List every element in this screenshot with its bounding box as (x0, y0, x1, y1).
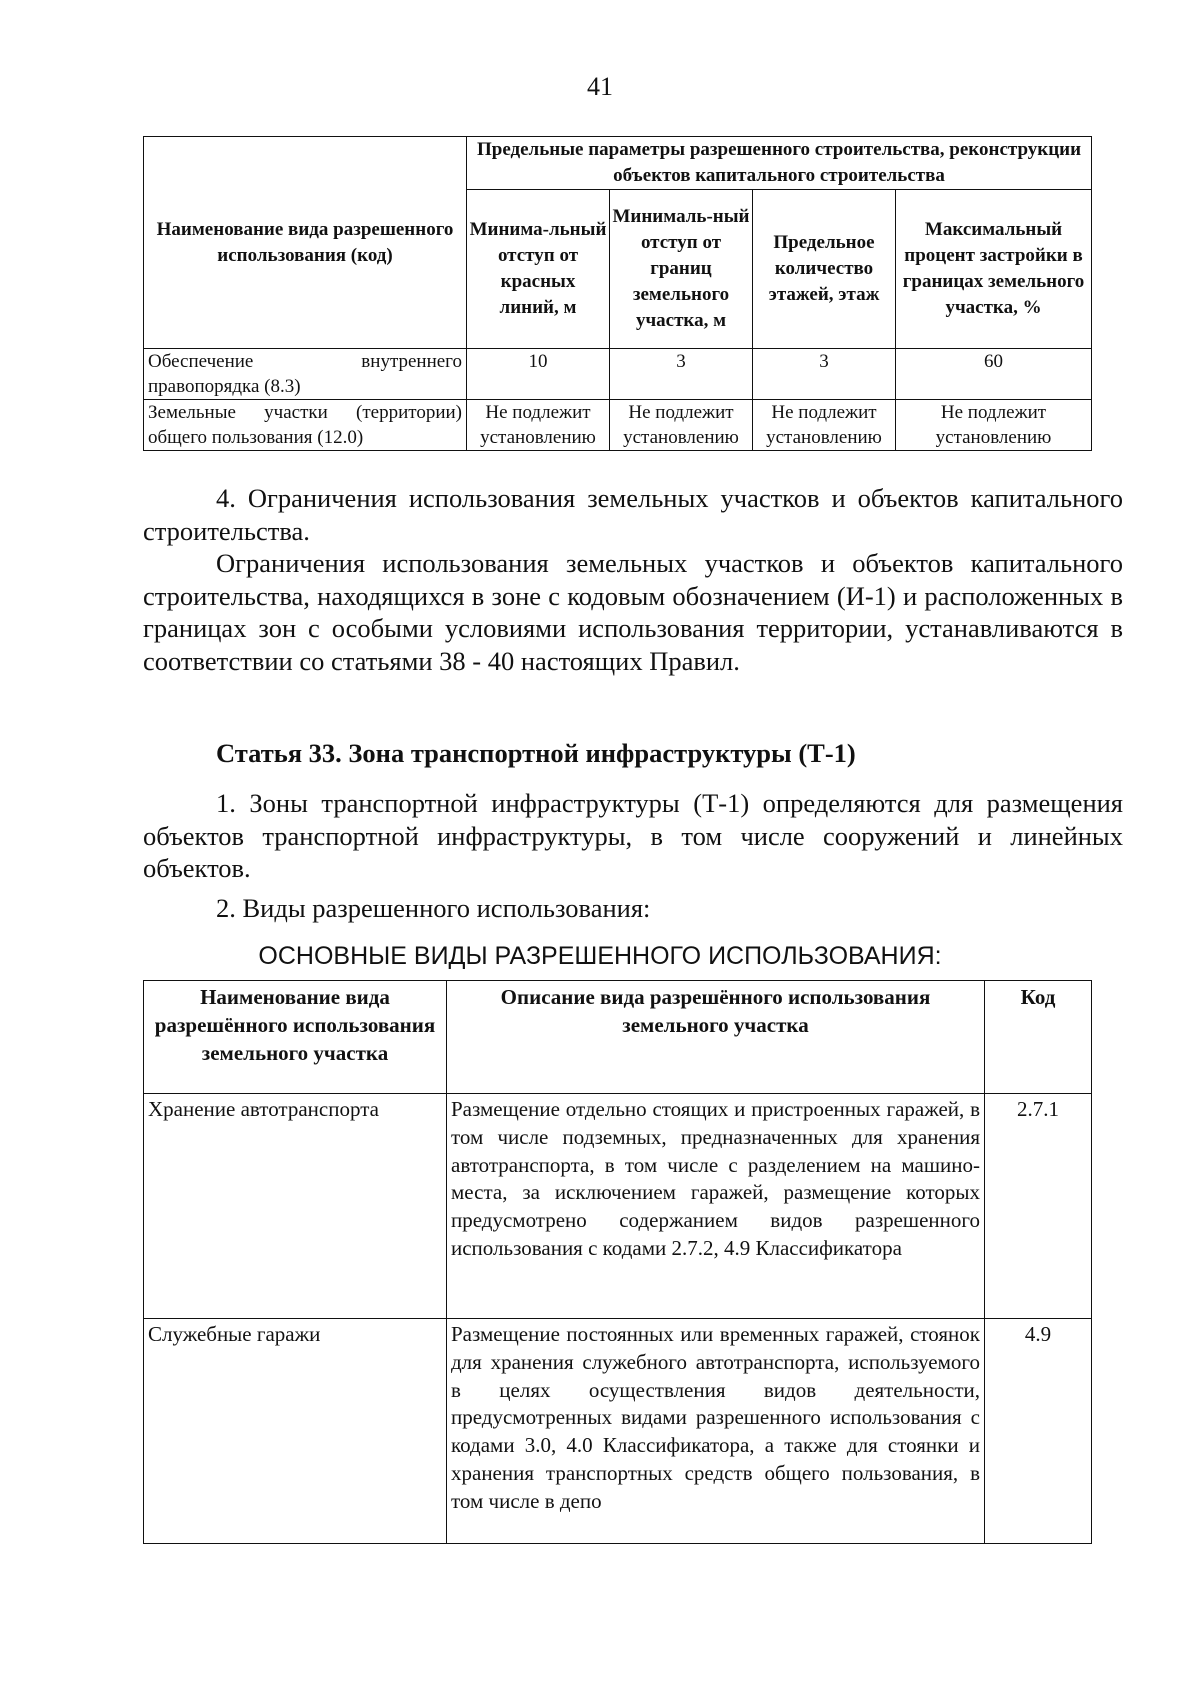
permitted-uses-table (143, 980, 1092, 1544)
table1-cell: 3 (753, 349, 896, 400)
table1-cell: Не подлежит установлению (896, 400, 1092, 451)
paragraph-4: 4. Ограничения использования земельных участков и объектов капитального строительства. (143, 483, 1123, 546)
table-row (144, 1094, 1092, 1319)
table1-subheader: Минима-льный отступ от красных линий, м (467, 190, 610, 349)
table1-group-header: Предельные параметры разрешенного строительства, реконструкции объектов капитального строительства (467, 137, 1092, 190)
table2-row-description: Размещение отдельно стоящих и пристроенных гаражей, в том числе подземных, предназначенных для хранения автотранспорта, в том числе с разделением на машино-места, за исключением гаражей, размещение которых предусмотрено содержанием видов разрешенного использования с кодами 2.7.2, 4.9 Классификатора (447, 1094, 985, 1319)
table-row (144, 400, 1092, 451)
paragraph-1: 1. Зоны транспортной инфраструктуры (Т-1) определяются для размещения объектов транспортной инфраструктуры, в том числе сооружений и линейных объектов. (143, 788, 1123, 883)
table-row (144, 349, 1092, 400)
table2-header-name: Наименование вида разрешённого использования земельного участка (144, 981, 447, 1094)
page-number: 41 (587, 72, 613, 101)
table-row (144, 1319, 1092, 1544)
paragraph-2: 2. Виды разрешенного использования: (216, 893, 651, 923)
table1-subheader: Минималь-ный отступ от границ земельного участка, м (610, 190, 753, 349)
table1-cell: Не подлежит установлению (610, 400, 753, 451)
table2-row-code: 2.7.1 (985, 1094, 1092, 1319)
table2-row-name: Хранение автотранспорта (144, 1094, 447, 1319)
parameters-table (143, 136, 1092, 451)
table1-cell: 60 (896, 349, 1092, 400)
table2-header-description: Описание вида разрешённого использования земельного участка (447, 981, 985, 1094)
article-heading: Статья 33. Зона транспортной инфраструктуры (Т-1) (216, 738, 856, 768)
table1-cell: Не подлежит установлению (753, 400, 896, 451)
section-caps-heading: ОСНОВНЫЕ ВИДЫ РАЗРЕШЕННОГО ИСПОЛЬЗОВАНИЯ: (258, 942, 942, 970)
table1-subheader: Предельное количество этажей, этаж (753, 190, 896, 349)
table1-subheader: Максимальный процент застройки в границах земельного участка, % (896, 190, 1092, 349)
paragraph-restrictions: Ограничения использования земельных участков и объектов капитального строительства, находящихся в зоне с кодовым обозначением (И-1) и расположенных в границах зон с особыми условиями использования территории, устанавливаются в соответствии со статьями 38 - 40 настоящих Правил. (143, 548, 1123, 676)
table2-row-name: Служебные гаражи (144, 1319, 447, 1544)
table1-row-name: Земельные участки (территории) общего пользования (12.0) (144, 400, 467, 451)
table1-row-name: Обеспечение внутреннего правопорядка (8.3) (144, 349, 467, 400)
table1-cell: 10 (467, 349, 610, 400)
table2-header-code: Код (985, 981, 1092, 1094)
table2-row-code: 4.9 (985, 1319, 1092, 1544)
table1-cell: Не подлежит установлению (467, 400, 610, 451)
table1-name-header: Наименование вида разрешенного использования (код) (144, 137, 467, 349)
table1-cell: 3 (610, 349, 753, 400)
table2-row-description: Размещение постоянных или временных гаражей, стоянок для хранения служебного автотранспорта, используемого в целях осуществления видов деятельности, предусмотренных видами разрешенного использования с кодами 3.0, 4.0 Классификатора, а также для стоянки и хранения транспортных средств общего пользования, в том числе в депо (447, 1319, 985, 1544)
